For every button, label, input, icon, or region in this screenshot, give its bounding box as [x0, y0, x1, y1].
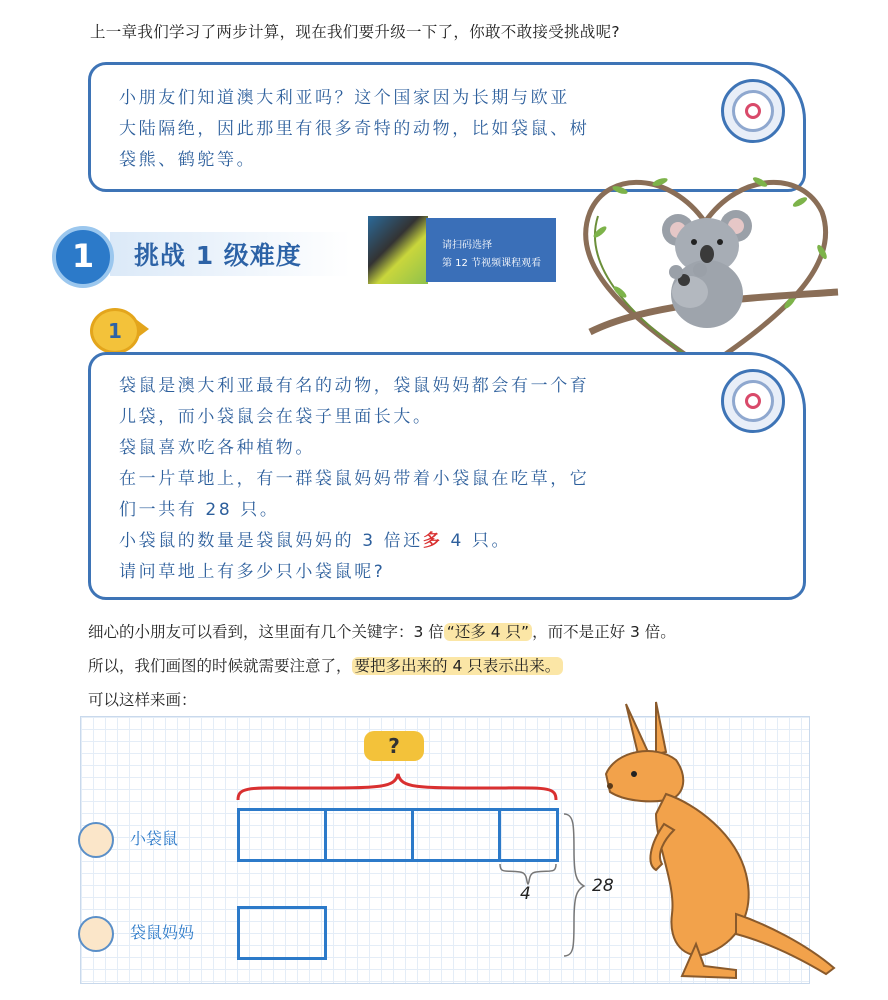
emphasis-text: 多 [422, 531, 443, 551]
total-value: 28 [592, 876, 614, 896]
text-line: 儿袋，而小袋鼠会在袋子里面长大。 [119, 407, 433, 427]
text-part: 4 只。 [442, 531, 512, 551]
koala-illustration [560, 142, 850, 378]
explanation-para-1 [88, 620, 676, 642]
joey-avatar-icon [78, 822, 114, 858]
level-number-badge: 1 [52, 226, 114, 288]
text-line [119, 526, 719, 557]
text-line: 大陆隔绝，因此那里有很多奇特的动物，比如袋鼠、树 [119, 119, 590, 139]
text-line: 们一共有 28 只。 [119, 500, 280, 520]
highlight-text: 要把多出来的 4 只表示出来。 [352, 657, 564, 675]
joey-bar [237, 808, 559, 862]
highlight-text: “还多 4 只” [444, 623, 532, 641]
explanation-para-2 [88, 654, 563, 676]
brain-gear-icon [721, 79, 785, 143]
question-mark-label: ? [364, 731, 424, 761]
text-line: 袋熊、鹤鸵等。 [119, 150, 257, 170]
kangaroo-illustration [586, 694, 836, 984]
level-title: 挑战 1 级难度 [134, 241, 302, 270]
joey-unit-segment [324, 808, 414, 862]
joey-label: 小袋鼠 [130, 829, 179, 848]
mother-unit-segment [237, 906, 327, 960]
intro-text: 上一章我们学习了两步计算，现在我们要升级一下了，你敢不敢接受挑战呢? [90, 23, 620, 41]
extra-brace [500, 864, 556, 884]
text-line: 在一片草地上，有一群袋鼠妈妈带着小袋鼠在吃草，它 [119, 469, 590, 489]
text-part: ，而不是正好 3 倍。 [532, 623, 676, 641]
problem-number-tag: 1 [90, 308, 140, 354]
mother-bar [237, 906, 327, 960]
joey-unit-segment [411, 808, 501, 862]
explanation-para-3: 可以这样来画： [88, 691, 197, 709]
tag-pointer [137, 320, 149, 338]
total-brace [564, 814, 584, 956]
total-joey-brace [238, 774, 556, 800]
scan-qr-box[interactable] [426, 218, 556, 282]
kangaroo-avatar-icon [78, 916, 114, 952]
joey-extra-segment [498, 808, 559, 862]
extra-value: 4 [520, 884, 531, 904]
scan-video-lesson: 第 12 节视频课程观看 [442, 258, 542, 269]
scan-prompt: 请扫码选择 [442, 240, 492, 251]
problem-bubble [88, 352, 806, 600]
qr-code-icon[interactable] [368, 216, 428, 284]
text-part: 细心的小朋友可以看到，这里面有几个关键字：3 倍 [88, 623, 444, 641]
mother-label: 袋鼠妈妈 [130, 923, 195, 942]
text-line: 小朋友们知道澳大利亚吗？这个国家因为长期与欧亚 [119, 88, 570, 108]
text-line: 袋鼠是澳大利亚最有名的动物，袋鼠妈妈都会有一个育 [119, 376, 590, 396]
brain-gear-icon [721, 369, 785, 433]
joey-unit-segment [237, 808, 327, 862]
question-line: 请问草地上有多少只小袋鼠呢? [119, 562, 386, 582]
problem-text [119, 371, 719, 588]
text-part: 所以，我们画图的时候就需要注意了， [88, 657, 352, 675]
text-line: 袋鼠喜欢吃各种植物。 [119, 438, 315, 458]
text-part: 小袋鼠的数量是袋鼠妈妈的 3 倍还 [119, 531, 423, 551]
